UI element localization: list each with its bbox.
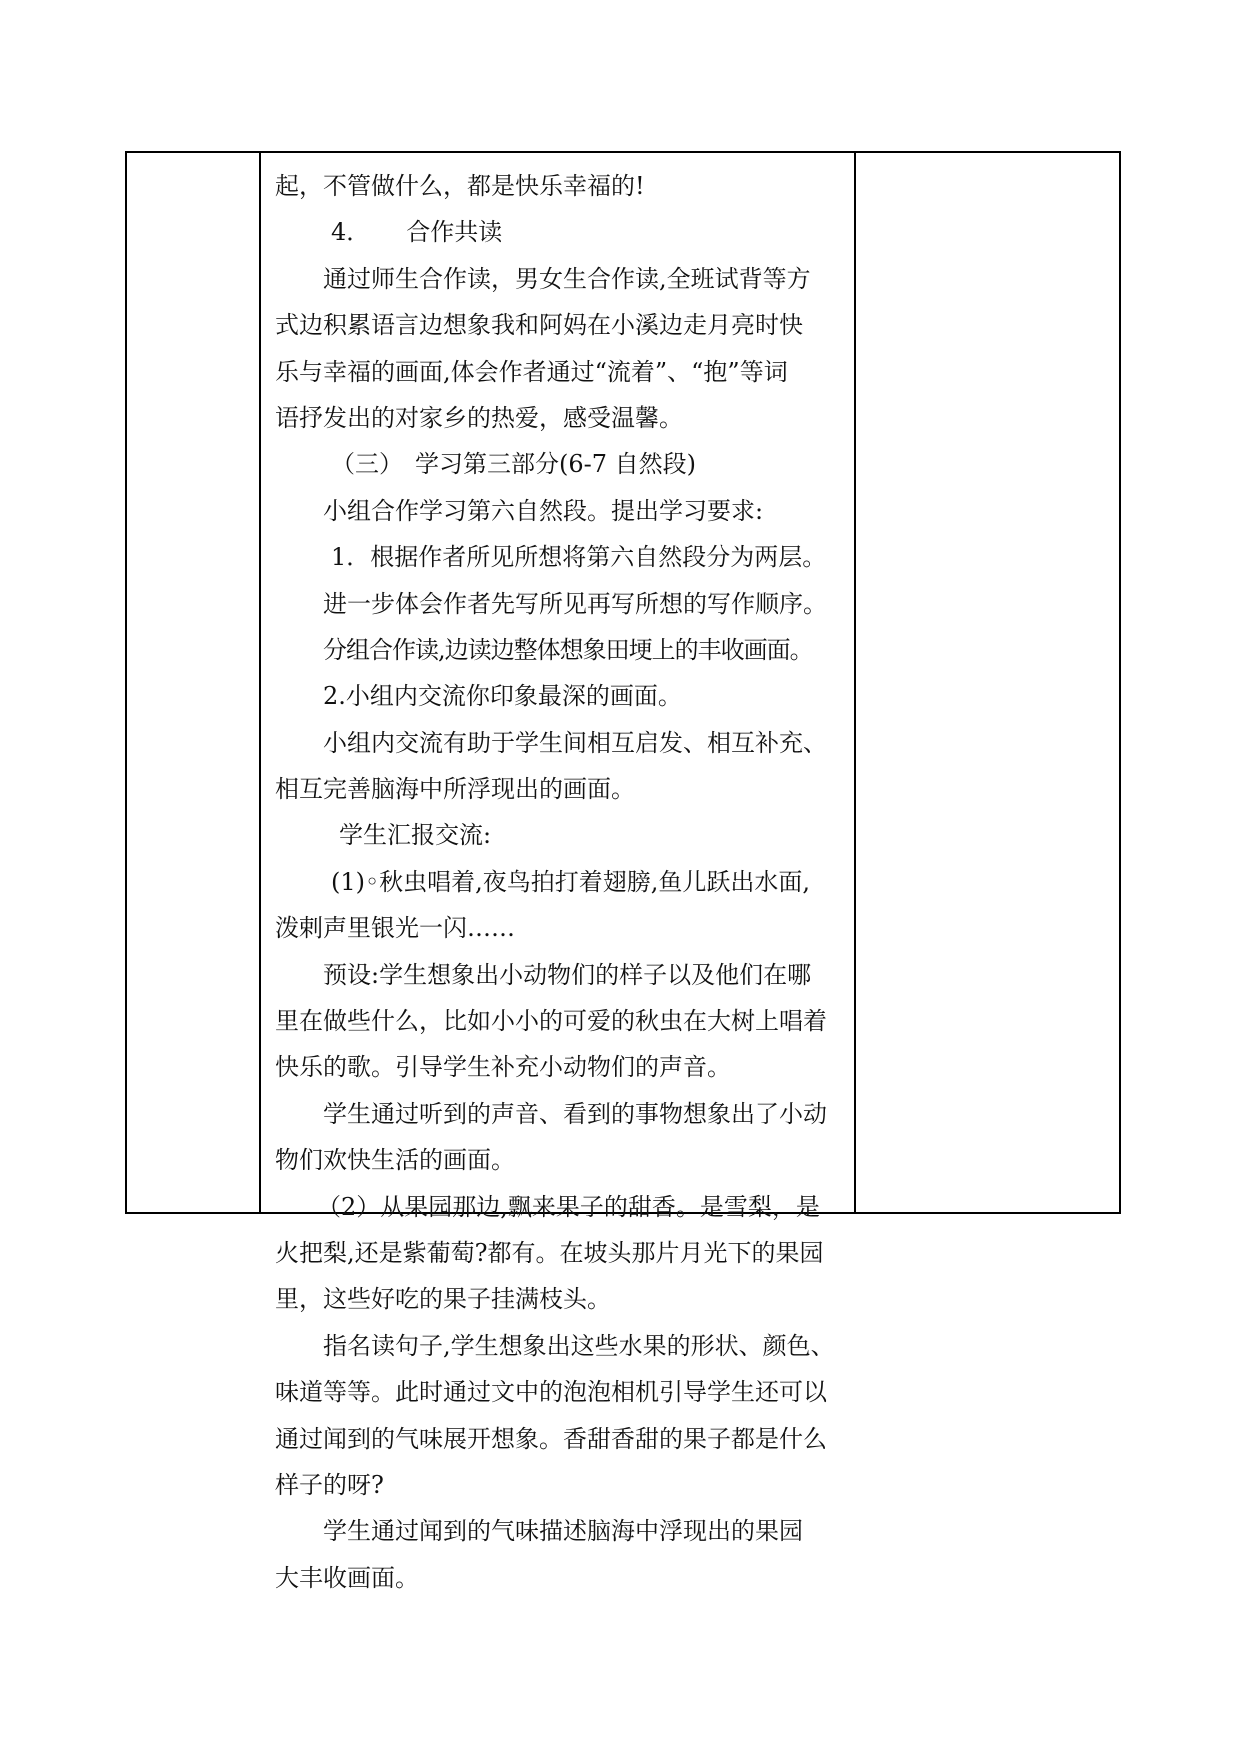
text-line: 小组合作学习第六自然段。提出学习要求: [323, 496, 764, 525]
text-line: 语抒发出的对家乡的热爱，感受温馨。 [275, 403, 683, 432]
text-line: 里在做些什么，比如小小的可爱的秋虫在大树上唱着 [275, 1007, 827, 1036]
text-line: 泼剌声里银光一闪…… [275, 914, 515, 943]
text-line: 物们欢快生活的画面。 [275, 1146, 515, 1175]
text-line: 进一步体会作者先写所见再写所想的写作顺序。 [323, 589, 827, 618]
text-line: 分组合作读,边读边整体想象田埂上的丰收画面。 [323, 635, 813, 664]
left-column-cell [127, 153, 261, 1212]
lesson-plan-table [125, 151, 1121, 1592]
text-line: 通过闻到的气味展开想象。香甜香甜的果子都是什么 [275, 1424, 827, 1453]
text-line: 样子的呀? [275, 1470, 384, 1499]
text-line: 学生通过闻到的气味描述脑海中浮现出的果园 [323, 1517, 803, 1546]
text-line: 味道等等。此时通过文中的泡泡相机引导学生还可以 [275, 1378, 827, 1407]
text-line: 1．根据作者所见所想将第六自然段分为两层。 [331, 543, 827, 572]
section-heading: （三） 学习第三部分(6-7 自然段) [331, 450, 697, 479]
text-line: 小组内交流有助于学生间相互启发、相互补充、 [323, 728, 827, 757]
text-line: 快乐的歌。引导学生补充小动物们的声音。 [275, 1053, 731, 1082]
text-line: 乐与幸福的画面,体会作者通过“流着”、“抱”等词 [275, 357, 788, 386]
text-line: 指名读句子,学生想象出这些水果的形状、颜色、 [323, 1331, 835, 1360]
text-line: 4． 合作共读 [331, 218, 503, 247]
text-line: （2）从果园那边,飘来果子的甜香。是雪梨，是 [317, 1192, 820, 1221]
text-line: 大丰收画面。 [275, 1563, 419, 1592]
content-column-cell [261, 153, 856, 1592]
text-line: 相互完善脑海中所浮现出的画面。 [275, 775, 635, 804]
text-line: (1)◦秋虫唱着,夜鸟拍打着翅膀,鱼儿跃出水面, [331, 867, 811, 896]
text-line: 起，不管做什么，都是快乐幸福的! [275, 172, 645, 200]
right-column-cell [856, 153, 1119, 1212]
text-line: 式边积累语言边想象我和阿妈在小溪边走月亮时快 [275, 311, 803, 340]
text-line: 通过师生合作读，男女生合作读,全班试背等方 [323, 264, 811, 293]
text-line: 学生汇报交流: [339, 821, 492, 850]
text-line: 火把梨,还是紫葡萄?都有。在坡头那片月光下的果园 [275, 1238, 824, 1267]
text-line: 预设:学生想象出小动物们的样子以及他们在哪 [323, 960, 812, 989]
text-line: 里，这些好吃的果子挂满枝头。 [275, 1285, 611, 1314]
text-line: 2.小组内交流你印象最深的画面。 [323, 682, 682, 711]
text-line: 学生通过听到的声音、看到的事物想象出了小动 [323, 1099, 827, 1128]
